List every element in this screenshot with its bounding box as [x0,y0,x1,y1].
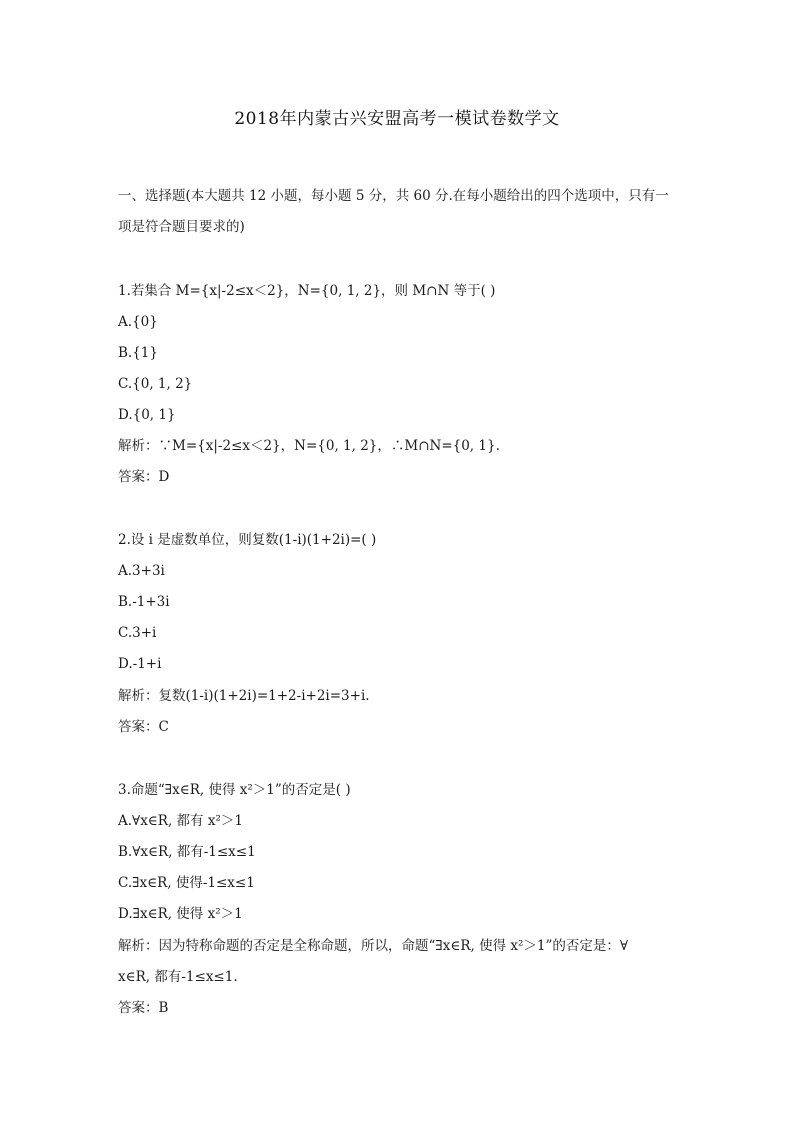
question-2-option-b: B.-1+3i [118,594,170,610]
question-3-option-b: B.∀x∈R, 都有-1≤x≤1 [118,844,256,860]
question-2-option-a: A.3+3i [118,563,165,579]
question-3-stem: 3.命题“∃x∈R, 使得 x²＞1”的否定是( ) [118,782,351,798]
question-3-analysis-line-1: 解析：因为特称命题的否定是全称命题，所以，命题“∃x∈R, 使得 x²＞1”的否定是：∀ [118,938,629,954]
question-1-analysis: 解析：∵M={x|-2≤x＜2}，N={0, 1, 2}，∴M∩N={0, 1}. [118,438,500,454]
question-1-answer: 答案：D [118,469,170,485]
question-2-answer: 答案：C [118,719,169,735]
question-3-answer: 答案：B [118,1000,169,1016]
question-3-option-d: D.∃x∈R, 使得 x²＞1 [118,906,243,922]
section-heading-line-1: 一、选择题(本大题共 12 小题，每小题 5 分，共 60 分.在每小题给出的四个选项中，只有一 [118,188,669,204]
question-3-option-c: C.∃x∈R, 使得-1≤x≤1 [118,875,255,891]
question-3-analysis-line-2: x∈R, 都有-1≤x≤1. [118,969,238,985]
question-1-option-b: B.{1} [118,345,158,361]
section-heading-line-2: 项是符合题目要求的) [118,219,245,235]
question-1-option-a: A.{0} [118,314,158,330]
page-title: 2018年内蒙古兴安盟高考一模试卷数学文 [234,109,560,129]
question-2-stem: 2.设 i 是虚数单位，则复数(1-i)(1+2i)=( ) [118,532,377,548]
question-2-option-d: D.-1+i [118,656,162,672]
question-2-option-c: C.3+i [118,625,157,641]
question-2-analysis: 解析：复数(1-i)(1+2i)=1+2-i+2i=3+i. [118,688,370,704]
question-1-option-d: D.{0, 1} [118,407,176,423]
question-1-option-c: C.{0, 1, 2} [118,376,193,392]
question-3-option-a: A.∀x∈R, 都有 x²＞1 [118,813,243,829]
question-1-stem: 1.若集合 M={x|-2≤x＜2}，N={0, 1, 2}，则 M∩N 等于( ) [118,283,496,299]
